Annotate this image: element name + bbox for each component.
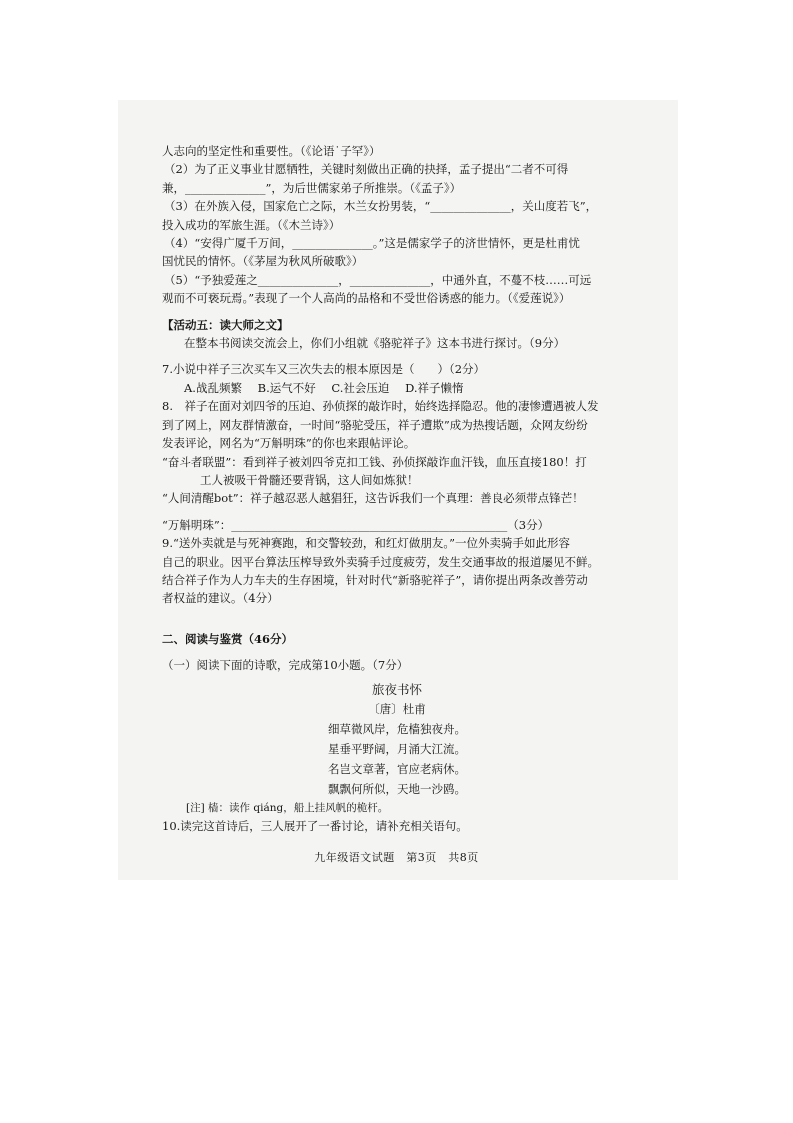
question-8-line-1: 8. 祥子在面对刘四爷的压迫、孙侦探的敲诈时，始终选择隐忍。他的凄惨遭遇被人发	[162, 399, 599, 414]
question-9-line-4: 者权益的建议。（4分）	[162, 591, 279, 606]
poem-note: [注] 樯：读作 qiáng，船上挂风帆的桅杆。	[186, 801, 389, 814]
question-5-line-1: （5）“予独爱莲之______________，______________，中通外直，不蔓不枝……可远	[164, 272, 592, 287]
question-4-line-2: 国忧民的情怀。（《茅屋为秋风所破歌》）	[162, 254, 364, 269]
comment-fighter-line-2: 工人被吸干骨髓还要背锅，这人间如炼狱！	[200, 472, 419, 487]
page-footer: 九年级语文试题 第3页 共8页	[314, 851, 479, 864]
question-9-line-1: 9.“送外卖就是与死神赛跑，和交警较劲，和红灯做朋友。”一位外卖骑手如此形容	[162, 536, 570, 551]
poem-line: 飘飘何所似，天地一沙鸥。	[328, 781, 466, 796]
option-b: B.运气不好	[257, 380, 316, 395]
activity-intro: 在整本书阅读交流会上，你们小组就《骆驼祥子》这本书进行探讨。（9分）	[184, 336, 566, 351]
poem-line: 名岂文章著，官应老病休。	[328, 761, 466, 776]
answer-prefix: “万斛明珠”：	[162, 517, 232, 532]
question-5-line-2: 观而不可亵玩焉。”表现了一个人高尚的品格和不受世俗诱惑的能力。（《爱莲说》）	[162, 291, 571, 306]
question-3-line-1: （3）在外族入侵，国家危亡之际，木兰女扮男装，“______________，关山度若飞”，	[164, 199, 598, 214]
poem-line: 细草微风岸，危樯独夜舟。	[328, 721, 466, 736]
question-7-stem: 7.小说中祥子三次买车又三次失去的根本原因是（ ）（2分）	[162, 362, 486, 377]
comment-answer-line	[162, 516, 632, 534]
poem-title: 旅夜书怀	[371, 681, 422, 697]
answer-blank: ________________________________________________	[231, 517, 508, 532]
option-d: D.祥子懒惰	[405, 380, 464, 395]
question-10-stem: 10.读完这首诗后，三人展开了一番讨论，请补充相关语句。	[162, 819, 468, 834]
section-2-heading: 二、阅读与鉴赏（46分）	[162, 631, 294, 646]
poem-author: 〔唐〕杜甫	[368, 701, 426, 716]
question-7-options	[162, 379, 632, 397]
section-2-subheading: （一）阅读下面的诗歌，完成第10小题。（7分）	[162, 658, 409, 673]
comment-sober-bot: “人间清醒bot”：祥子越忍恶人越猖狂，这告诉我们一个真理：善良必须带点锋芒！	[162, 491, 584, 506]
question-8-line-3: 发表评论，网名为“万斛明珠”的你也来跟帖评论。	[162, 436, 416, 451]
option-c: C.社会压迫	[331, 380, 390, 395]
answer-score: （3分）	[507, 517, 550, 532]
question-8-line-2: 到了网上，网友群情激奋，一时间“骆驼受压，祥子遭欺”成为热搜话题，众网友纷纷	[162, 417, 588, 432]
question-2-line-2: 兼，______________”，为后世儒家弟子所推崇。（《孟子》）	[162, 180, 462, 195]
poem-line: 星垂平野阔，月涌大江流。	[328, 741, 466, 756]
question-9-line-2: 自己的职业。因平台算法压榨导致外卖骑手过度疲劳，发生交通事故的报道屡见不鲜。	[162, 554, 599, 569]
option-a: A.战乱频繁	[184, 380, 242, 395]
activity-heading: 【活动五：读大师之文】	[162, 317, 289, 332]
question-9-line-3: 结合祥子作为人力车夫的生存困境，针对时代“新骆驼祥子”，请你提出两条改善劳动	[162, 572, 588, 587]
comment-fighter-line-1: “奋斗者联盟”：看到祥子被刘四爷克扣工钱、孙侦探敲诈血汗钱，血压直接180！打	[162, 454, 587, 469]
question-2-line-1: （2）为了正义事业甘愿牺牲，关键时刻做出正确的抉择，孟子提出“二者不可得	[164, 162, 569, 177]
text-line: 人志向的坚定性和重要性。（《论语˙子罕》）	[162, 144, 381, 158]
exam-page-content	[162, 142, 632, 836]
question-4-line-1: （4）“安得广厦千万间，______________。”这是儒家学子的济世情怀，更是杜甫忧	[164, 236, 580, 251]
question-3-line-2: 投入成功的军旅生涯。（《木兰诗》）	[162, 217, 341, 232]
